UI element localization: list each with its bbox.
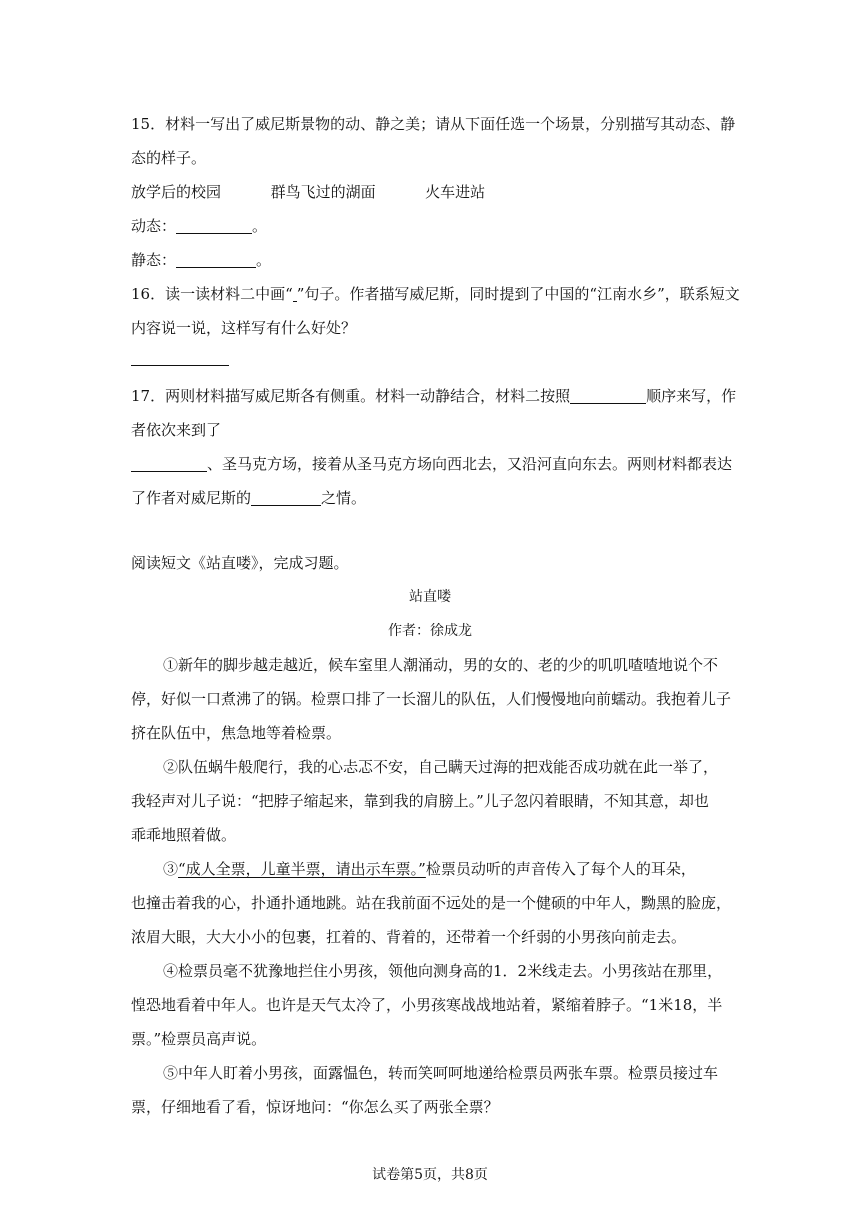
end-mark: 。: [252, 217, 268, 235]
q15-static-line: [131, 249, 271, 270]
q16-line2: 内容说一说，这样写有什么好处？: [131, 319, 357, 337]
static-label: 静态：: [131, 251, 177, 269]
p4-line1: ④检票员毫不犹豫地拦住小男孩，领他向测身高的1．2米线走去。小男孩站在那里，: [163, 962, 723, 980]
q17-place-blank[interactable]: [131, 457, 207, 472]
q17-text-a: 17．两则材料描写威尼斯各有侧重。材料一动静结合，材料二按照: [131, 387, 571, 405]
q15-line2: 态的样子。: [131, 149, 207, 167]
page-footer: 试卷第5页，共8页: [372, 1167, 488, 1183]
p5-line2: 票，仔细地看了看，惊讶地问：“你怎么买了两张全票？: [131, 1098, 499, 1116]
end-mark: 。: [256, 251, 272, 269]
q15-options: [131, 181, 485, 202]
p2-line2: 我轻声对儿子说：“把脖子缩起来，靠到我的肩膀上。”儿子忽闪着眼睛，不知其意，却也: [131, 792, 709, 810]
p3-text: 检票员动听的声音传入了每个人的耳朵，: [425, 860, 696, 878]
q16-text-a: 16．读一读材料二中画“: [131, 285, 293, 303]
q17-order-blank[interactable]: [570, 389, 646, 404]
q17-line4: [131, 487, 366, 508]
p1-line1: ①新年的脚步越走越近，候车室里人潮涌动，男的女的、老的少的叽叽喳喳地说个不: [163, 656, 719, 674]
p1-line2: 停，好似一口煮沸了的锅。检票口排了一长溜儿的队伍，人们慢慢地向前蠕动。我抱着儿子: [131, 690, 732, 708]
p3-line1: [163, 858, 696, 879]
q17-text-d: 了作者对威尼斯的: [131, 489, 252, 507]
reading-intro: 阅读短文《站直喽》，完成习题。: [131, 554, 349, 572]
dynamic-label: 动态：: [131, 217, 177, 235]
q15-line1: 15．材料一写出了威尼斯景物的动、静之美；请从下面任选一个场景，分别描写其动态、静: [131, 115, 736, 133]
p4-line3: 票。”检票员高声说。: [131, 1030, 267, 1048]
q17-text-e: 之情。: [321, 489, 367, 507]
p2-line1: ②队伍蜗牛般爬行，我的心忐忑不安，自己瞒天过海的把戏能否成功就在此一举了，: [163, 758, 719, 776]
q16-line1: [131, 283, 740, 304]
p1-line3: 挤在队伍中，焦急地等着检票。: [131, 724, 342, 742]
p5-line1: ⑤中年人盯着小男孩，面露愠色，转而笑呵呵地递给检票员两张车票。检票员接过车: [163, 1064, 719, 1082]
q17-line3: [131, 453, 732, 474]
dynamic-answer-blank[interactable]: [176, 219, 252, 234]
p3-line2: 也撞击着我的心，扑通扑通地跳。站在我前面不远处的是一个健硕的中年人，黝黑的脸庞，: [131, 894, 732, 912]
q15-dynamic-line: [131, 215, 267, 236]
passage-author: 作者：徐成龙: [388, 623, 472, 639]
p3-line3: 浓眉大眼，大大小小的包裹，扛着的、背着的，还带着一个纤弱的小男孩向前走去。: [131, 928, 687, 946]
q15-option-1: 放学后的校园: [131, 183, 222, 201]
q15-option-2: 群鸟飞过的湖面: [270, 183, 376, 201]
p3-number: ③: [163, 860, 179, 878]
p4-line2: 惶恐地看着中年人。也许是天气太冷了，小男孩寒战战地站着，紧缩着脖子。“1米18，半: [131, 996, 723, 1014]
q17-text-c: 、圣马克方场，接着从圣马克方场向西北去，又沿河直向东去。两则材料都表达: [207, 455, 733, 473]
q15-option-3: 火车进站: [425, 183, 486, 201]
p2-line3: 乖乖地照着做。: [131, 826, 237, 844]
q17-line1: [131, 385, 736, 406]
q17-text-b: 顺序来写，作: [646, 387, 737, 405]
p3-underlined-sentence: “成人全票，儿童半票，请出示车票。”: [178, 860, 426, 878]
passage-title: 站直喽: [409, 589, 451, 605]
q17-feeling-blank[interactable]: [251, 491, 321, 506]
q17-line2: 者依次来到了: [131, 421, 222, 439]
static-answer-blank[interactable]: [176, 253, 256, 268]
q16-text-b: ”句子。作者描写威尼斯，同时提到了中国的“江南水乡”，联系短文: [296, 285, 740, 303]
q16-answer-blank[interactable]: [131, 364, 229, 366]
